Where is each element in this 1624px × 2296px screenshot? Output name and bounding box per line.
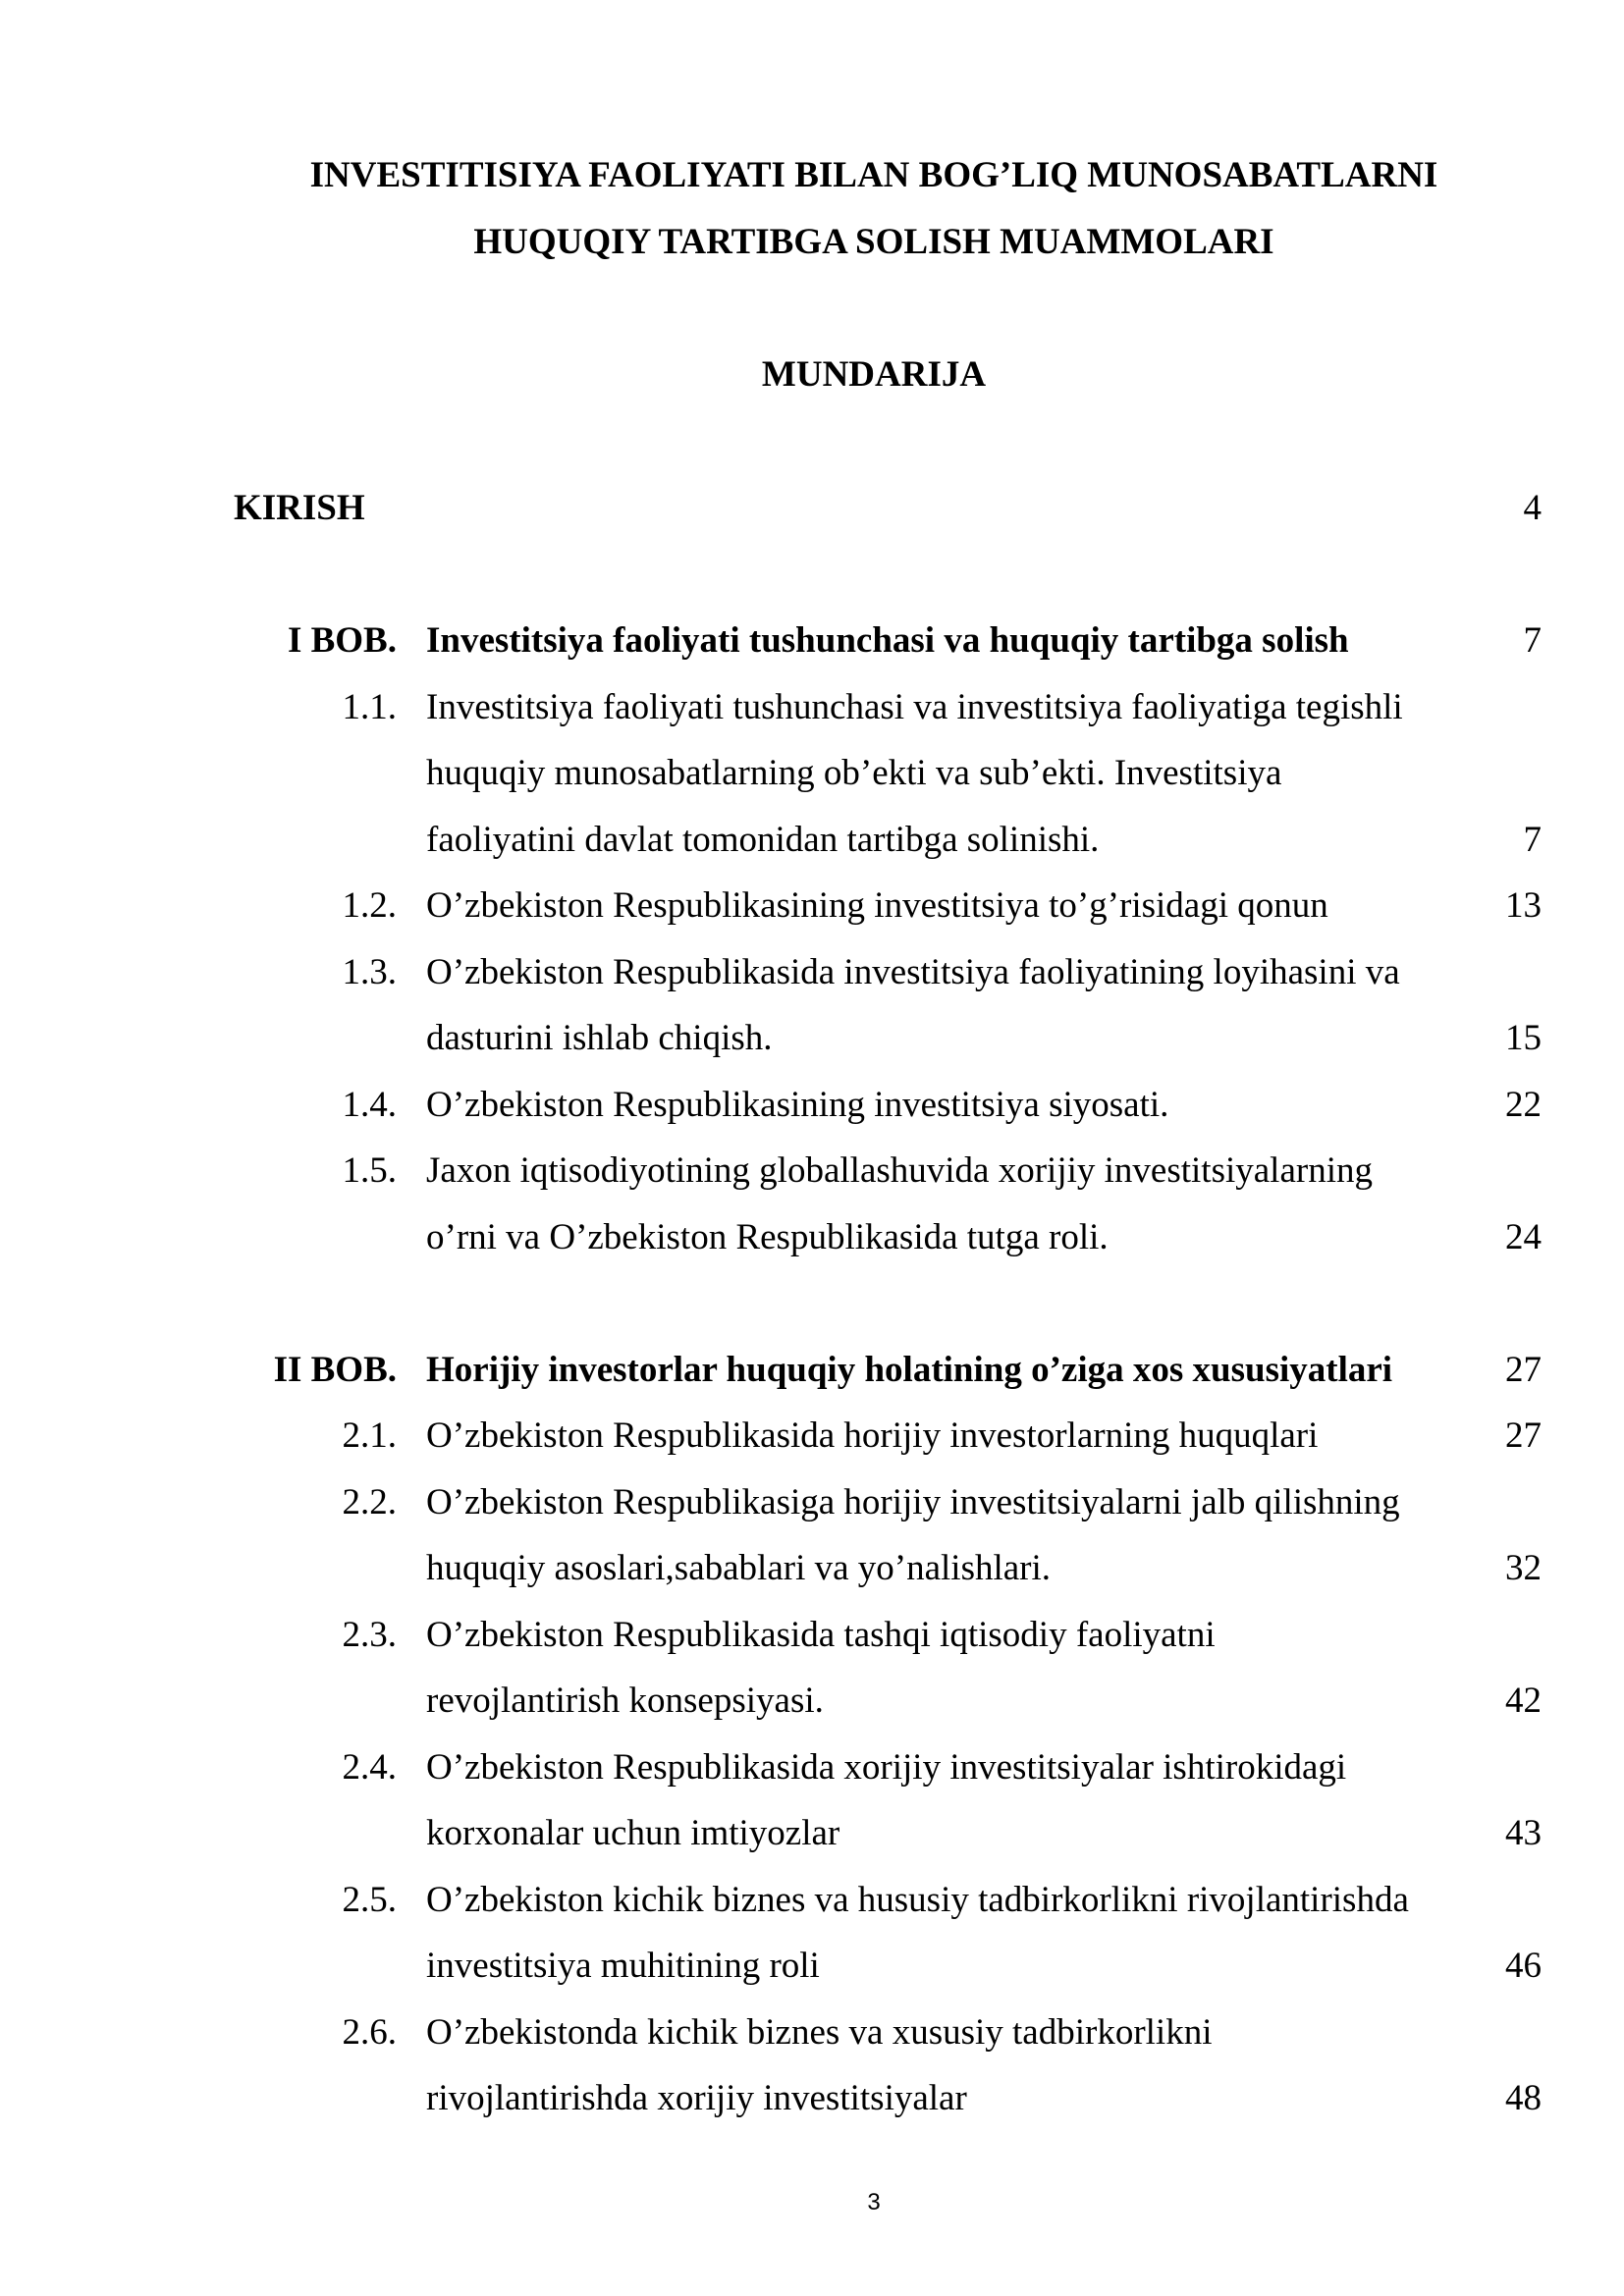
toc-section-line: O’zbekistonda kichik biznes va xususiy tadbirkorlikni: [426, 2012, 1213, 2053]
toc-chapter-page: 7: [1523, 620, 1542, 661]
toc-section-line: rivojlantirishda xorijiy investitsiyalar: [426, 2078, 967, 2118]
toc-section-line: korxonalar uchun imtiyozlar: [426, 1813, 840, 1853]
toc-chapter-number: II BOB.: [273, 1350, 397, 1390]
toc-section-line: O’zbekiston kichik biznes va hususiy tadbirkorlikni rivojlantirishda: [426, 1880, 1409, 1920]
toc-section-line: O’zbekiston Respublikasida xorijiy investitsiyalar ishtirokidagi: [426, 1747, 1347, 1788]
toc-section-line: O’zbekiston Respublikasida tashqi iqtisodiy faoliyatni: [426, 1615, 1216, 1655]
document-title-line-2: HUQUQIY TARTIBGA SOLISH MUAMMOLARI: [473, 222, 1274, 262]
toc-section-number: 2.5.: [342, 1880, 397, 1920]
toc-section-page: 13: [1505, 885, 1542, 926]
toc-section-page: 43: [1505, 1813, 1542, 1853]
toc-section-line: O’zbekiston Respublikasining investitsiya siyosati.: [426, 1085, 1169, 1125]
toc-section-line: huquqiy munosabatlarning ob’ekti va sub’ekti. Investitsiya: [426, 753, 1282, 793]
toc-intro-page: 4: [1523, 488, 1542, 528]
toc-section-number: 1.1.: [342, 687, 397, 727]
toc-section-number: 2.4.: [342, 1747, 397, 1788]
toc-section-number: 1.5.: [342, 1150, 397, 1191]
toc-section-line: Jaxon iqtisodiyotining globallashuvida xorijiy investitsiyalarning: [426, 1150, 1373, 1191]
toc-section-line: o’rni va O’zbekiston Respublikasida tutga roli.: [426, 1217, 1109, 1257]
toc-section-line: O’zbekiston Respublikasining investitsiya to’g’risidagi qonun: [426, 885, 1328, 926]
toc-section-page: 32: [1505, 1548, 1542, 1588]
toc-section-page: 27: [1505, 1415, 1542, 1456]
toc-section-page: 15: [1505, 1018, 1542, 1058]
toc-section-line: investitsiya muhitining roli: [426, 1946, 820, 1986]
toc-section-line: faoliyatini davlat tomonidan tartibga solinishi.: [426, 820, 1100, 860]
toc-section-line: O’zbekiston Respublikasiga horijiy investitsiyalarni jalb qilishning: [426, 1482, 1400, 1522]
toc-section-number: 2.2.: [342, 1482, 397, 1522]
toc-section-page: 48: [1505, 2078, 1542, 2118]
toc-heading: MUNDARIJA: [761, 354, 987, 395]
toc-section-number: 1.3.: [342, 952, 397, 992]
toc-section-line: revojlantirish konsepsiyasi.: [426, 1681, 824, 1721]
toc-section-page: 46: [1505, 1946, 1542, 1986]
toc-section-number: 2.6.: [342, 2012, 397, 2053]
toc-section-number: 2.3.: [342, 1615, 397, 1655]
toc-intro-label: KIRISH: [234, 488, 365, 528]
toc-section-line: huquqiy asoslari,sabablari va yo’nalishlari.: [426, 1548, 1052, 1588]
toc-section-page: 7: [1523, 820, 1542, 860]
toc-section-line: Investitsiya faoliyati tushunchasi va investitsiya faoliyatiga tegishli: [426, 687, 1403, 727]
toc-section-page: 42: [1505, 1681, 1542, 1721]
toc-section-number: 2.1.: [342, 1415, 397, 1456]
footer-page-number: 3: [867, 2189, 881, 2216]
toc-section-number: 1.4.: [342, 1085, 397, 1125]
toc-chapter-title: Horijiy investorlar huquqiy holatining o’ziga xos xususiyatlari: [426, 1350, 1393, 1390]
toc-chapter-number: I BOB.: [287, 620, 397, 661]
toc-section-page: 22: [1505, 1085, 1542, 1125]
toc-section-line: dasturini ishlab chiqish.: [426, 1018, 773, 1058]
toc-section-line: O’zbekiston Respublikasida investitsiya faoliyatining loyihasini va: [426, 952, 1400, 992]
toc-section-line: O’zbekiston Respublikasida horijiy investorlarning huquqlari: [426, 1415, 1319, 1456]
toc-section-page: 24: [1505, 1217, 1542, 1257]
toc-chapter-page: 27: [1505, 1350, 1542, 1390]
document-title-line-1: INVESTITISIYA FAOLIYATI BILAN BOG’LIQ MUNOSABATLARNI: [309, 155, 1438, 195]
toc-chapter-title: Investitsiya faoliyati tushunchasi va huquqiy tartibga solish: [426, 620, 1349, 661]
toc-section-number: 1.2.: [342, 885, 397, 926]
